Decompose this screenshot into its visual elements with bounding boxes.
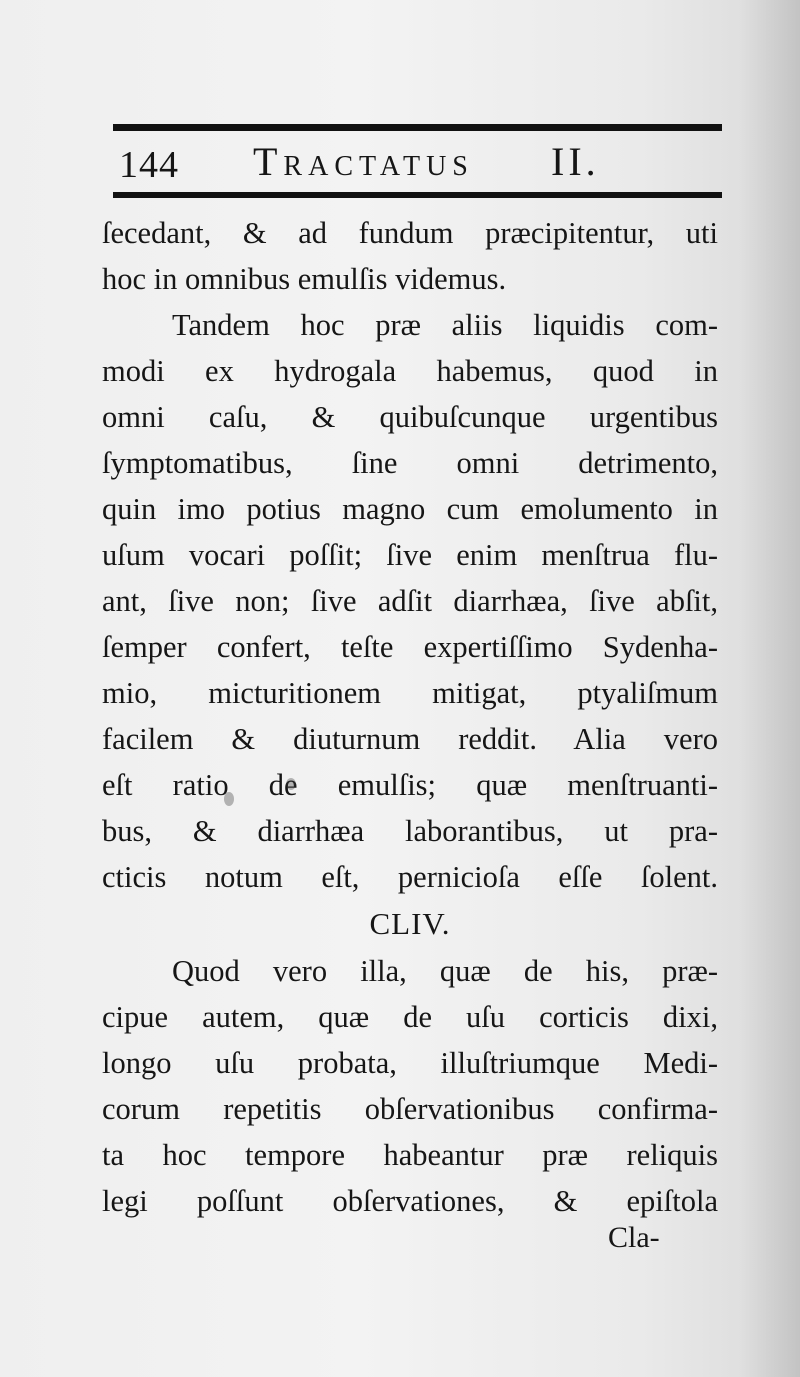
text-line: Quod vero illa, quæ de his, præ-	[172, 954, 718, 988]
text-line: bus, & diarrhæa laborantibus, ut pra-	[102, 814, 718, 848]
text-line: ta hoc tempore habeantur præ reliquis	[102, 1138, 718, 1172]
text-line: eſt ratio de emulſis; quæ menſtruanti-	[102, 768, 718, 802]
section-heading: CLIV.	[369, 906, 451, 941]
text-line: corum repetitis obſervationibus confirma-	[102, 1092, 718, 1126]
text-line: legi poſſunt obſervationes, & epiſtola	[102, 1184, 718, 1218]
text-line: quin imo potius magno cum emolumento in	[102, 492, 718, 526]
page-gutter-shadow	[740, 0, 800, 1377]
running-head-numeral: II.	[551, 139, 600, 184]
text-line: modi ex hydrogala habemus, quod in	[102, 354, 718, 388]
text-line: cipue autem, quæ de uſu corticis dixi,	[102, 1000, 718, 1034]
text-line: cticis notum eſt, pernicioſa eſſe ſolent.	[102, 860, 718, 894]
text-line: ſemper confert, teſte expertiſſimo Sydenha-	[102, 630, 718, 664]
text-line: ſymptomatibus, ſine omni detrimento,	[102, 446, 718, 480]
text-line: mio, micturitionem mitigat, ptyaliſmum	[102, 676, 718, 710]
text-line: ant, ſive non; ſive adſit diarrhæa, ſive abſit,	[102, 584, 718, 618]
text-line: omni caſu, & quibuſcunque urgentibus	[102, 400, 718, 434]
catchword: Cla-	[608, 1221, 660, 1254]
header-rule-bottom	[113, 192, 722, 198]
text-line: hoc in omnibus emulſis videmus.	[102, 262, 507, 296]
page-text	[102, 210, 718, 1224]
ink-speck	[286, 778, 296, 790]
running-head-title: Tractatus	[253, 139, 474, 184]
page-number: 144	[119, 144, 179, 186]
text-line: uſum vocari poſſit; ſive enim menſtrua flu-	[102, 538, 718, 572]
header-rule-top	[113, 124, 722, 131]
running-header	[113, 133, 722, 191]
text-line: Tandem hoc præ aliis liquidis com-	[172, 308, 718, 342]
ink-speck	[224, 792, 234, 806]
text-line: longo uſu probata, illuſtriumque Medi-	[102, 1046, 718, 1080]
text-line: facilem & diuturnum reddit. Alia vero	[102, 722, 718, 756]
text-line: ſecedant, & ad fundum præcipitentur, uti	[102, 216, 718, 250]
